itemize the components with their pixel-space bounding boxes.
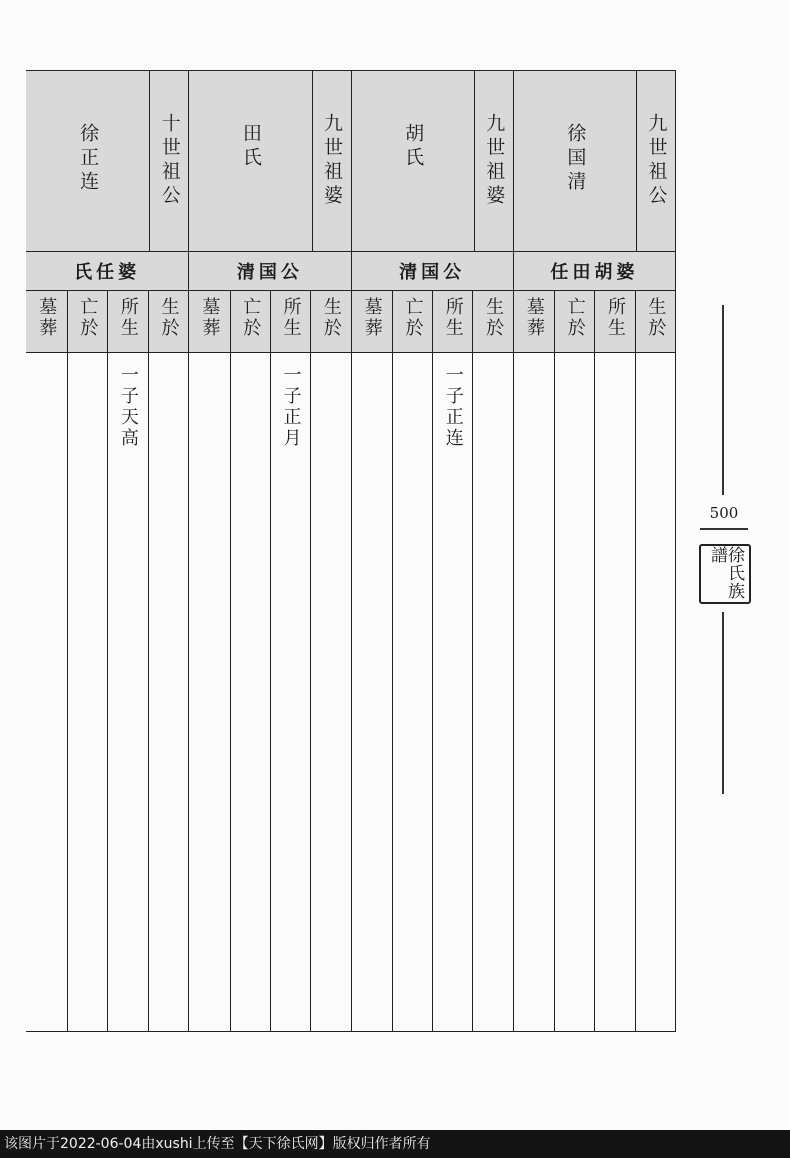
generation-rank: 十世祖公 [158,113,181,209]
generation-rank-cell [636,71,675,251]
field-label: 亡於 [402,297,424,339]
record-column [310,291,350,1031]
record-column [472,291,512,1031]
ancestor-header [352,71,513,252]
field-value-cell [149,353,189,1031]
generation-rank: 九世祖婆 [483,113,506,209]
record-column [107,291,148,1031]
record-column [67,291,108,1031]
record-column [148,291,189,1031]
record-column [554,291,594,1031]
seal-text: 徐氏族譜 [707,546,744,600]
field-label-cell [108,291,148,353]
ancestor-name: 胡氏 [402,123,425,171]
ancestor-name-cell [189,71,311,251]
ancestor-header [514,71,675,252]
footer-banner: 该图片于2022-06-04由xushi上传至【天下徐氏网】版权归作者所有 [0,1130,790,1158]
field-label-cell [311,291,350,353]
record-columns [352,291,513,1031]
generation-rank-cell [312,71,351,251]
record-column [189,291,229,1031]
field-label: 所生 [442,297,464,339]
generation-rank: 九世祖婆 [321,113,343,209]
record-columns [26,291,188,1031]
ancestor-name: 田氏 [239,123,262,171]
field-value: 一子正月 [280,365,302,449]
field-value-cell [555,353,594,1031]
ancestor-name: 徐国清 [564,123,587,195]
record-column [514,291,554,1031]
record-column [635,291,675,1031]
field-label: 生於 [483,297,505,339]
ancestor-name-cell [26,71,149,251]
field-label-cell [68,291,108,353]
side-rule-top [722,305,724,495]
ancestor-name: 徐正连 [77,123,100,195]
record-columns [189,291,350,1031]
ancestor-name-cell [514,71,636,251]
page-number-rule [700,528,748,530]
field-label-cell [555,291,594,353]
field-label-cell [231,291,270,353]
genealogy-table [26,70,676,1032]
field-label: 墓葬 [523,297,545,339]
field-value: 一子天高 [117,365,139,449]
field-value: 一子正连 [442,365,464,449]
spouse-label: 清国公 [189,252,350,291]
field-label-cell [433,291,472,353]
ancestor-block [26,71,188,1031]
field-value-cell [311,353,350,1031]
field-label: 生於 [645,297,667,339]
field-value-cell [68,353,108,1031]
field-label: 所生 [605,297,627,339]
seal-stamp [699,544,751,604]
field-label-cell [473,291,512,353]
record-column [594,291,634,1031]
field-label-cell [271,291,310,353]
generation-rank-cell [474,71,513,251]
field-label: 所生 [117,297,139,339]
page-number: 500 [709,504,739,522]
field-label: 亡於 [77,297,99,339]
field-label: 亡於 [240,297,262,339]
record-column [230,291,270,1031]
generation-rank: 九世祖公 [645,113,668,209]
field-label: 生於 [320,297,342,339]
field-label-cell [393,291,432,353]
field-label-cell [595,291,634,353]
record-column [392,291,432,1031]
spouse-label: 清国公 [352,252,513,291]
field-value-cell [189,353,229,1031]
field-label-cell [352,291,392,353]
field-label-cell [189,291,229,353]
field-value-cell [231,353,270,1031]
field-value-cell [636,353,675,1031]
ancestor-block [188,71,350,1031]
field-label: 墓葬 [199,297,221,339]
field-value-cell [514,353,554,1031]
ancestor-block [351,71,513,1031]
field-value-cell [595,353,634,1031]
field-value-cell [393,353,432,1031]
field-label: 生於 [158,297,180,339]
field-value-cell [352,353,392,1031]
field-label-cell [26,291,67,353]
spouse-label: 任田胡婆 [514,252,675,291]
field-value-cell [271,353,310,1031]
record-columns [514,291,675,1031]
field-value-cell [108,353,148,1031]
record-column [270,291,310,1031]
ancestor-block [513,71,675,1031]
ancestor-name-cell [352,71,474,251]
field-value-cell [473,353,512,1031]
record-column [26,291,67,1031]
record-column [352,291,392,1031]
ancestor-header [189,71,350,252]
field-label-cell [514,291,554,353]
ancestor-header [26,71,188,252]
spouse-label: 氏任婆 [26,252,188,291]
side-rule-bottom [722,612,724,794]
field-label-cell [149,291,189,353]
field-label-cell [636,291,675,353]
field-value-cell [26,353,67,1031]
field-label: 所生 [280,297,302,339]
record-column [432,291,472,1031]
field-label: 亡於 [564,297,586,339]
field-label: 墓葬 [361,297,383,339]
generation-rank-cell [149,71,188,251]
field-value-cell [433,353,472,1031]
field-label: 墓葬 [36,297,58,339]
